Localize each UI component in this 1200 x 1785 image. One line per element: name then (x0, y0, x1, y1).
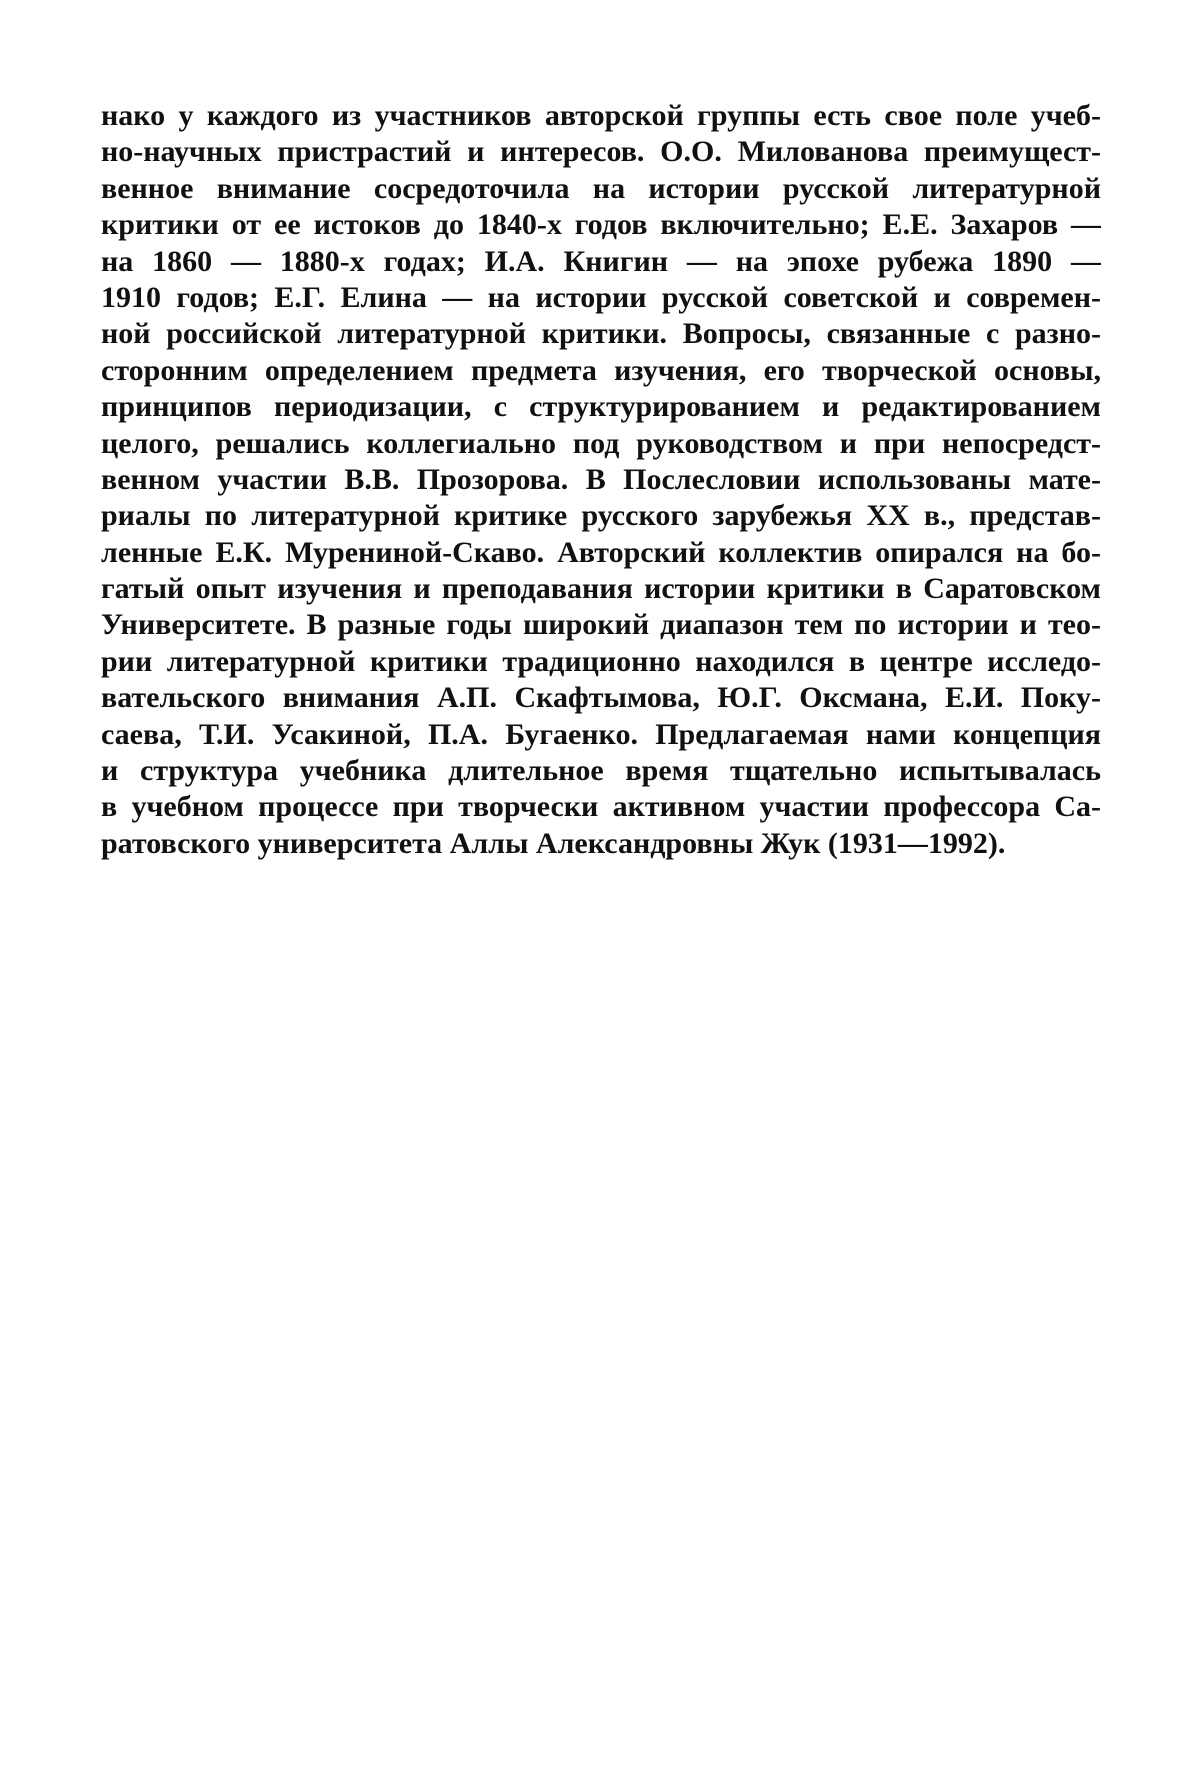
paragraph-line: и структура учебника длительное время тщательно испытывалась (101, 754, 1101, 788)
paragraph-line: целого, решались коллегиально под руководством и при непосредст- (101, 426, 1101, 460)
paragraph-line: в учебном процессе при творчески активном участии профессора Са- (101, 790, 1101, 824)
paragraph-line: гатый опыт изучения и преподавания истории критики в Саратовском (101, 572, 1101, 606)
paragraph-line: нако у каждого из участников авторской группы есть свое поле учеб- (101, 99, 1101, 132)
paragraph-line: принципов периодизации, с структурированием и редактированием (101, 390, 1101, 424)
body-paragraph (101, 98, 1101, 862)
paragraph-line: вательского внимания А.П. Скафтымова, Ю.Г. Оксмана, Е.И. Поку- (101, 681, 1101, 715)
paragraph-line: Университете. В разные годы широкий диапазон тем по истории и тео- (101, 608, 1101, 642)
paragraph-line: рии литературной критики традиционно находился в центре исследо- (101, 644, 1101, 678)
paragraph-line: сторонним определением предмета изучения, его творческой основы, (101, 353, 1101, 387)
paragraph-line: на 1860 — 1880-х годах; И.А. Книгин — на эпохе рубежа 1890 — (101, 244, 1101, 278)
paragraph-line: ной российской литературной критики. Вопросы, связанные с разно- (101, 317, 1101, 351)
paragraph-line: но-научных пристрастий и интересов. О.О. Милованова преимущест- (101, 135, 1101, 169)
paragraph-line: 1910 годов; Е.Г. Елина — на истории русской советской и современ- (101, 280, 1101, 314)
paragraph-line: венном участии В.В. Прозорова. В Послесловии использованы мате- (101, 462, 1101, 496)
paragraph-line: ратовского университета Аллы Александровны Жук (1931—1992). (101, 826, 1006, 860)
paragraph-line: критики от ее истоков до 1840-х годов включительно; Е.Е. Захаров — (101, 208, 1101, 242)
paragraph-line: саева, Т.И. Усакиной, П.А. Бугаенко. Предлагаемая нами концепция (101, 717, 1101, 751)
paragraph-line: риалы по литературной критике русского зарубежья XX в., представ- (101, 499, 1101, 533)
paragraph-line: ленные Е.К. Мурениной-Скаво. Авторский коллектив опирался на бо- (101, 535, 1101, 569)
paragraph-line: венное внимание сосредоточила на истории русской литературной (101, 171, 1101, 205)
